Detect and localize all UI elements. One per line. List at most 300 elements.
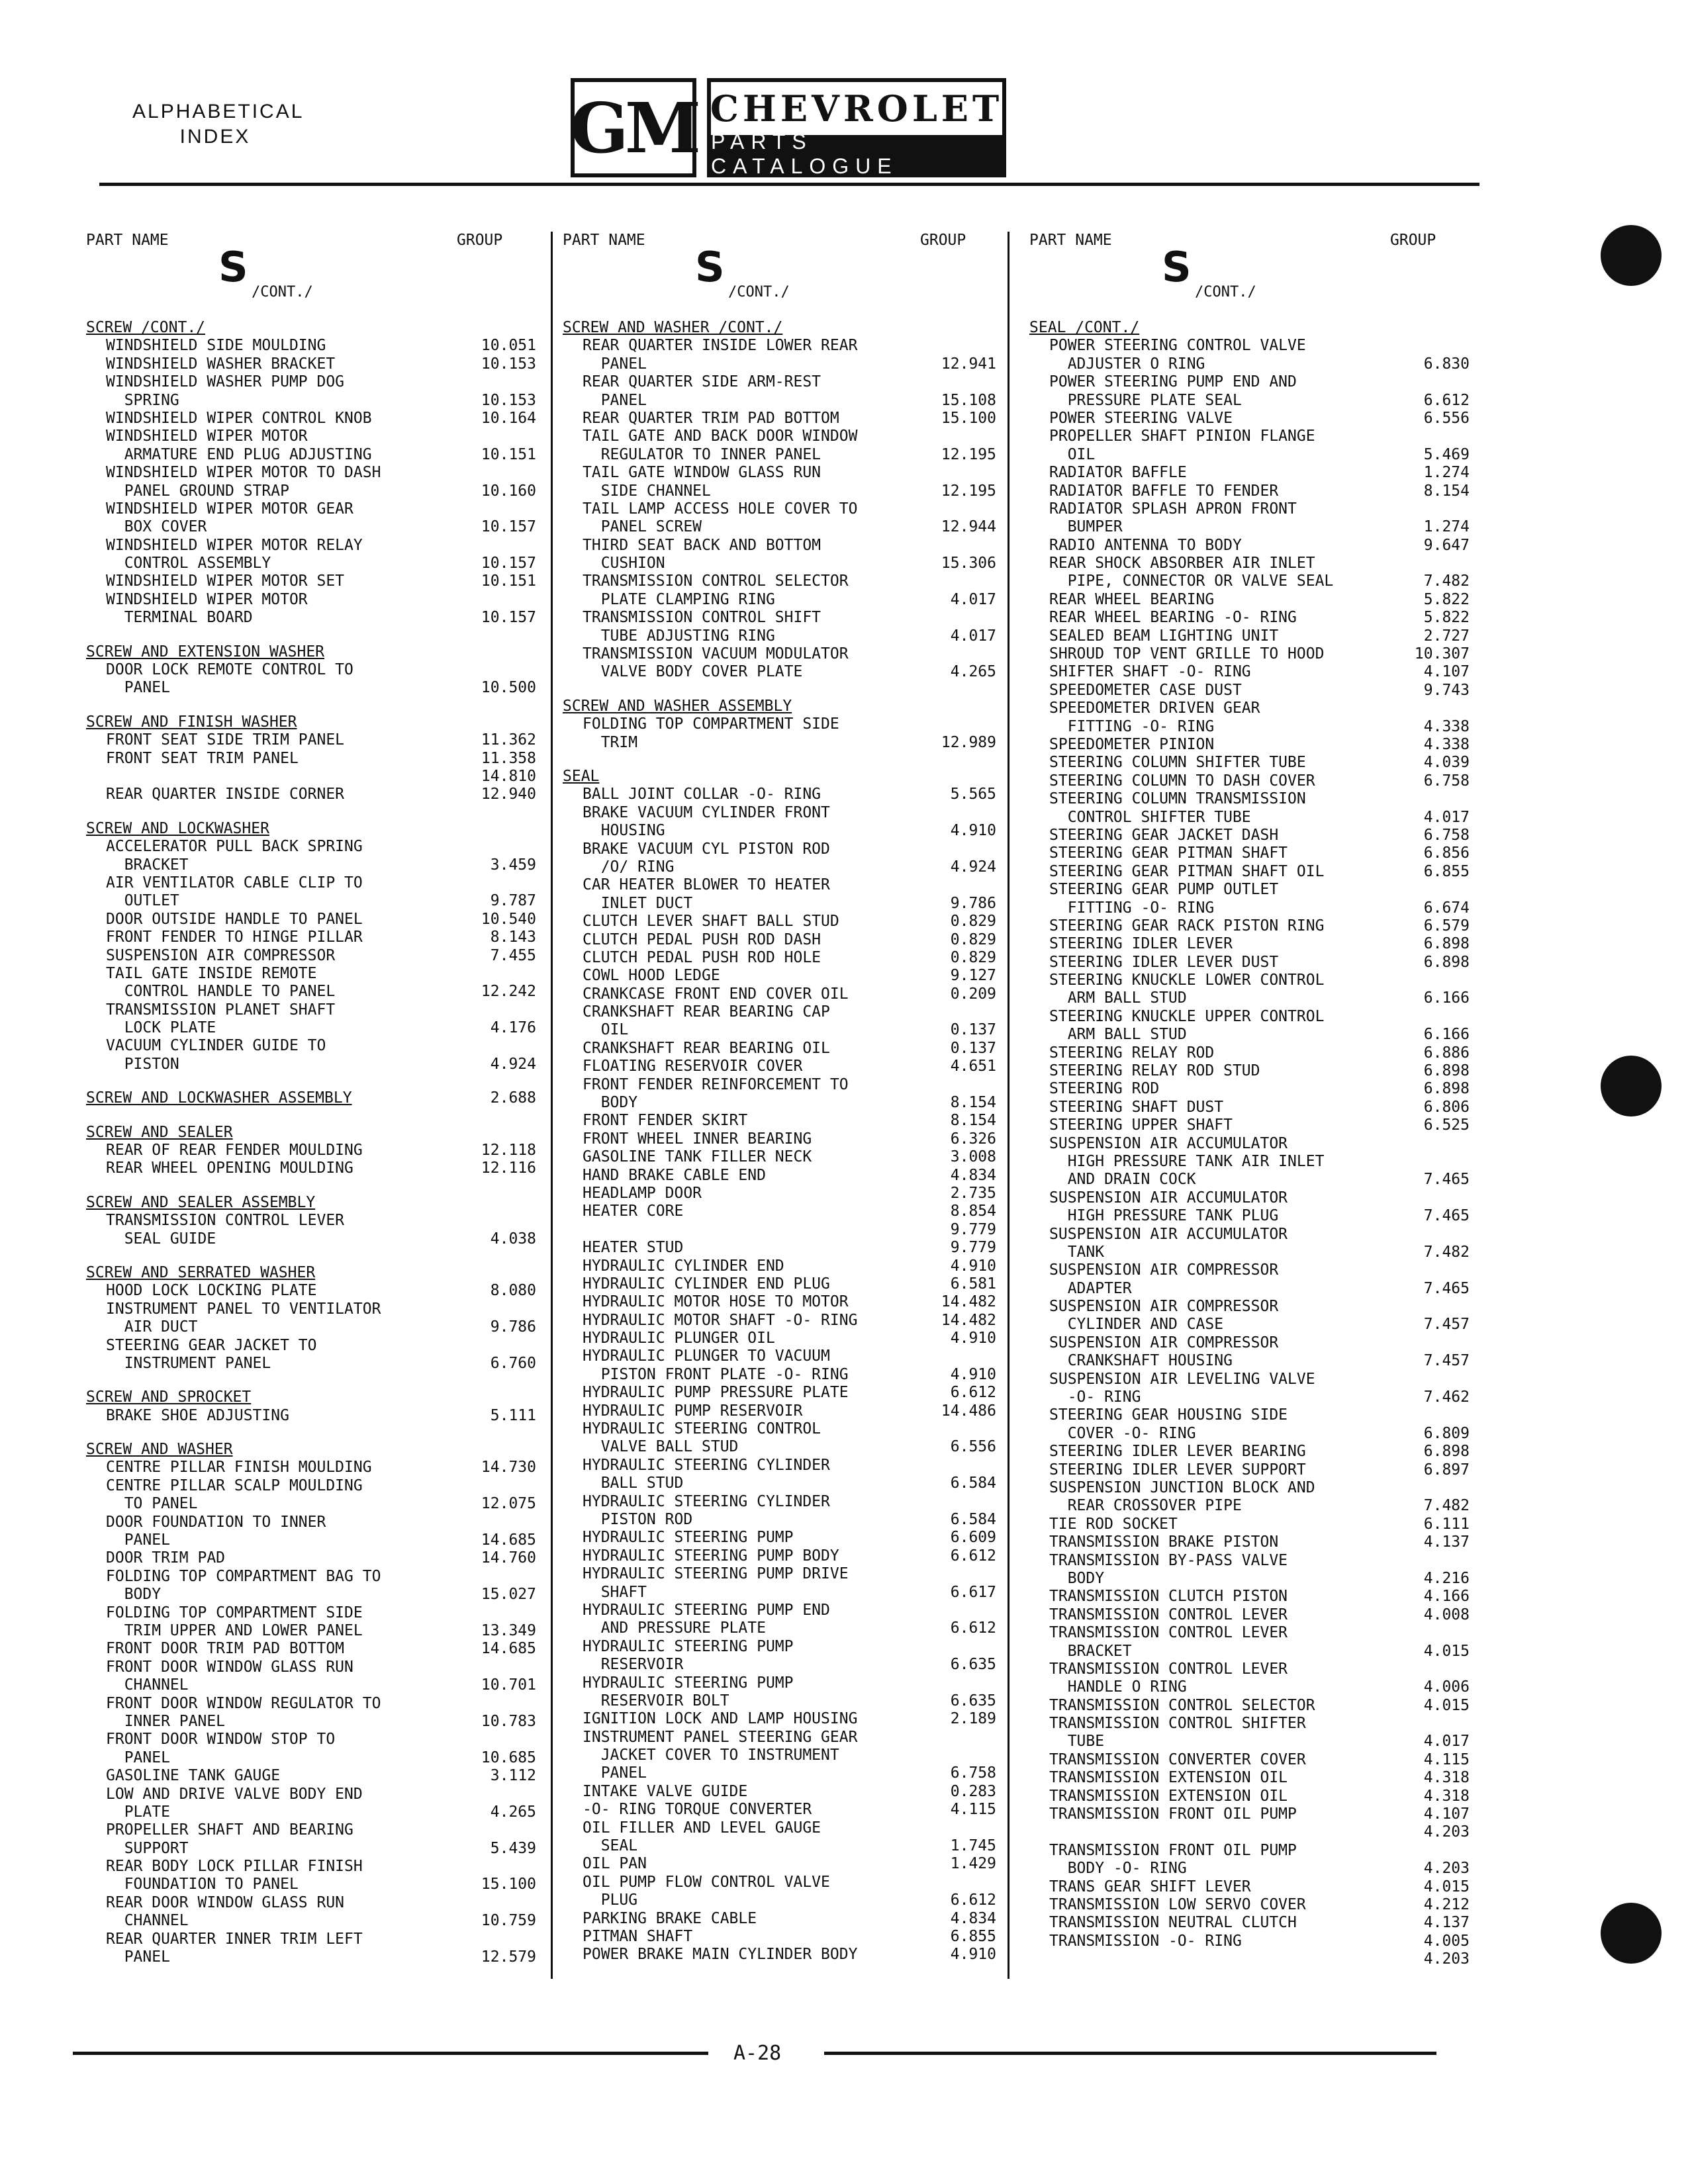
part-name: STEERING COLUMN SHIFTER TUBE bbox=[1049, 754, 1306, 772]
group-number: 6.612 bbox=[950, 1384, 996, 1402]
group-number: 10.500 bbox=[481, 679, 536, 697]
index-entry bbox=[563, 591, 996, 609]
index-heading bbox=[132, 99, 305, 150]
group-number: 12.944 bbox=[941, 518, 996, 536]
part-name: OUTLET bbox=[106, 892, 179, 910]
part-name: FITTING -O- RING bbox=[1049, 717, 1215, 735]
group-number: 11.362 bbox=[481, 731, 536, 749]
index-entry bbox=[563, 1221, 996, 1239]
section-title-text: SCREW AND LOCKWASHER ASSEMBLY bbox=[86, 1089, 352, 1107]
group-number: 6.556 bbox=[1423, 409, 1470, 427]
index-entry bbox=[86, 679, 536, 697]
part-name: PIPE, CONNECTOR OR VALVE SEAL bbox=[1049, 572, 1334, 590]
section-letter bbox=[86, 243, 536, 319]
part-name: HYDRAULIC CYLINDER END bbox=[583, 1257, 784, 1275]
page-number: A-28 bbox=[733, 2042, 782, 2065]
index-entry bbox=[563, 715, 996, 733]
group-number: 10.157 bbox=[481, 555, 536, 572]
index-entry bbox=[563, 1656, 996, 1674]
group-number: 0.283 bbox=[950, 1782, 996, 1800]
part-name: CLUTCH LEVER SHAFT BALL STUD bbox=[583, 913, 839, 931]
group-number: 10.701 bbox=[481, 1676, 536, 1694]
index-entry bbox=[1029, 1207, 1470, 1225]
index-entry bbox=[563, 786, 996, 803]
index-entry bbox=[1029, 1116, 1470, 1134]
part-name: REAR QUARTER SIDE ARM-REST bbox=[583, 373, 821, 391]
index-entry bbox=[563, 822, 996, 840]
group-number: 8.154 bbox=[950, 1112, 996, 1130]
index-entry bbox=[1029, 518, 1470, 536]
index-entry bbox=[86, 786, 536, 803]
catalogue-subtitle: PARTS CATALOGUE bbox=[711, 135, 1002, 173]
group-number: 10.783 bbox=[481, 1712, 536, 1730]
index-entry bbox=[1029, 1189, 1470, 1207]
brand-name: CHEVROLET bbox=[710, 87, 1004, 130]
group-number: 6.856 bbox=[1423, 844, 1470, 862]
part-name bbox=[1029, 1950, 1049, 1968]
index-entry bbox=[563, 1438, 996, 1456]
part-name: WINDSHIELD WASHER PUMP DOG bbox=[106, 373, 345, 391]
column-header bbox=[1029, 232, 1470, 265]
group-number: 5.822 bbox=[1423, 590, 1470, 608]
index-entry bbox=[563, 1275, 996, 1293]
part-name: PANEL bbox=[106, 1749, 170, 1766]
index-entry bbox=[1029, 1461, 1470, 1479]
column-divider-1 bbox=[551, 232, 553, 1979]
index-entry bbox=[563, 1021, 996, 1039]
group-number: 6.584 bbox=[950, 1511, 996, 1528]
part-name: FLOATING RESERVOIR COVER bbox=[583, 1058, 803, 1075]
index-entry bbox=[1029, 1896, 1470, 1914]
group-number: 7.457 bbox=[1423, 1316, 1470, 1334]
part-name: BRAKE VACUUM CYL PISTON ROD bbox=[583, 840, 830, 858]
group-number: 7.462 bbox=[1423, 1388, 1470, 1406]
group-number: 12.118 bbox=[481, 1142, 536, 1160]
group-number: 0.829 bbox=[950, 913, 996, 931]
group-number: 9.786 bbox=[490, 1318, 536, 1336]
part-name: SHAFT bbox=[583, 1583, 647, 1601]
part-name: ADAPTER bbox=[1049, 1279, 1132, 1297]
part-name: SUSPENSION AIR ACCUMULATOR bbox=[1049, 1134, 1288, 1152]
part-name: STEERING SHAFT DUST bbox=[1049, 1098, 1224, 1116]
index-entry bbox=[86, 1695, 536, 1713]
part-name: CLUTCH PEDAL PUSH ROD DASH bbox=[583, 931, 821, 948]
section-title-text: SCREW AND SPROCKET bbox=[86, 1388, 252, 1406]
group-number: 2.688 bbox=[490, 1089, 536, 1107]
index-entry bbox=[563, 410, 996, 428]
index-entry bbox=[1029, 1316, 1470, 1334]
index-entry bbox=[1029, 954, 1470, 972]
index-entry bbox=[563, 1764, 996, 1782]
index-entry bbox=[563, 1710, 996, 1728]
index-entry bbox=[1029, 663, 1470, 681]
part-name: BALL STUD bbox=[583, 1475, 684, 1492]
index-column-1 bbox=[86, 232, 536, 1966]
part-name: WINDSHIELD SIDE MOULDING bbox=[106, 337, 326, 355]
section-letter bbox=[563, 243, 996, 319]
part-name: RADIATOR BAFFLE TO FENDER bbox=[1049, 482, 1279, 500]
part-name: RADIO ANTENNA TO BODY bbox=[1049, 536, 1242, 554]
group-number: 4.910 bbox=[950, 1257, 996, 1275]
group-number: 9.787 bbox=[490, 892, 536, 910]
index-entry bbox=[1029, 1950, 1470, 1968]
part-name: COWL HOOD LEDGE bbox=[583, 967, 720, 985]
part-name: SEAL bbox=[583, 1837, 638, 1855]
part-name: STEERING IDLER LEVER DUST bbox=[1049, 953, 1279, 971]
group-number: 6.758 bbox=[1423, 772, 1470, 790]
index-entry bbox=[1029, 555, 1470, 572]
group-number: 6.898 bbox=[1423, 1080, 1470, 1098]
group-number: 4.107 bbox=[1423, 663, 1470, 681]
index-entry bbox=[86, 572, 536, 590]
part-name: STEERING ROD bbox=[1049, 1080, 1160, 1098]
index-entry bbox=[86, 856, 536, 874]
part-name: CENTRE PILLAR FINISH MOULDING bbox=[106, 1459, 372, 1477]
index-entry bbox=[86, 965, 536, 983]
index-entry bbox=[1029, 718, 1470, 736]
index-entry bbox=[563, 1855, 996, 1873]
part-name: HYDRAULIC MOTOR HOSE TO MOTOR bbox=[583, 1293, 849, 1311]
index-entry bbox=[86, 768, 536, 786]
index-entry bbox=[1029, 754, 1470, 772]
index-entry bbox=[563, 1801, 996, 1819]
group-number: 6.525 bbox=[1423, 1116, 1470, 1134]
section-title bbox=[86, 1264, 536, 1282]
part-name: COVER -O- RING bbox=[1049, 1424, 1196, 1442]
index-entry bbox=[563, 555, 996, 572]
part-name: SPEEDOMETER CASE DUST bbox=[1049, 681, 1242, 699]
index-entry bbox=[563, 1619, 996, 1637]
group-number: 0.829 bbox=[950, 931, 996, 948]
group-number: 12.195 bbox=[941, 445, 996, 463]
index-entry bbox=[86, 1713, 536, 1731]
section-title-text: SCREW AND EXTENSION WASHER bbox=[86, 643, 325, 660]
part-name: SUSPENSION AIR ACCUMULATOR bbox=[1049, 1189, 1288, 1206]
part-name: PANEL bbox=[106, 1531, 170, 1549]
index-entry bbox=[86, 355, 536, 373]
part-name: REAR BODY LOCK PILLAR FINISH bbox=[106, 1858, 363, 1876]
group-number: 6.612 bbox=[1423, 391, 1470, 409]
part-name: PLUG bbox=[583, 1891, 638, 1909]
part-name: INSTRUMENT PANEL TO VENTILATOR bbox=[106, 1300, 381, 1318]
index-entry bbox=[1029, 844, 1470, 862]
part-name: OIL bbox=[1049, 445, 1096, 463]
part-name: PISTON bbox=[106, 1055, 179, 1073]
index-entry bbox=[1029, 1552, 1470, 1570]
group-number: 10.307 bbox=[1414, 645, 1470, 663]
group-number: 12.075 bbox=[481, 1495, 536, 1513]
group-number: 4.651 bbox=[950, 1058, 996, 1075]
index-entry bbox=[563, 428, 996, 445]
part-name: CRANKSHAFT HOUSING bbox=[1049, 1352, 1233, 1370]
group-number: 0.137 bbox=[950, 1021, 996, 1039]
part-name: PISTON ROD bbox=[583, 1511, 693, 1528]
group-number: 8.854 bbox=[950, 1203, 996, 1220]
index-entry bbox=[1029, 1099, 1470, 1116]
part-name: FOUNDATION TO PANEL bbox=[106, 1876, 299, 1893]
part-name: TERMINAL BOARD bbox=[106, 609, 253, 627]
group-number: 4.006 bbox=[1423, 1678, 1470, 1696]
index-entry bbox=[563, 1293, 996, 1311]
part-name: STEERING COLUMN TO DASH COVER bbox=[1049, 772, 1315, 790]
group-number: 4.137 bbox=[1423, 1533, 1470, 1551]
group-number: 12.242 bbox=[481, 983, 536, 1001]
group-number: 7.482 bbox=[1423, 1497, 1470, 1515]
part-name: TRANSMISSION EXTENSION OIL bbox=[1049, 1787, 1288, 1805]
group-number: 5.822 bbox=[1423, 609, 1470, 627]
index-entry bbox=[1029, 627, 1470, 645]
part-name: CONTROL SHIFTER TUBE bbox=[1049, 808, 1251, 826]
footer-rule-left bbox=[73, 2052, 708, 2055]
group-number: 6.635 bbox=[950, 1656, 996, 1674]
group-number: 10.151 bbox=[481, 445, 536, 463]
index-entry bbox=[1029, 1860, 1470, 1878]
column-header bbox=[563, 232, 996, 265]
index-entry bbox=[563, 1928, 996, 1946]
group-label: GROUP bbox=[920, 232, 966, 249]
section-gap bbox=[86, 1248, 536, 1264]
part-name: REAR DOOR WINDOW GLASS RUN bbox=[106, 1893, 345, 1911]
group-number: 4.137 bbox=[1423, 1914, 1470, 1932]
index-entry bbox=[563, 1330, 996, 1347]
part-name: DOOR OUTSIDE HANDLE TO PANEL bbox=[106, 910, 363, 928]
group-number: 3.112 bbox=[490, 1767, 536, 1785]
index-entry bbox=[1029, 972, 1470, 989]
index-entry bbox=[1029, 809, 1470, 827]
index-entry bbox=[563, 913, 996, 931]
part-name: ARM BALL STUD bbox=[1049, 989, 1187, 1007]
part-name: SUSPENSION AIR COMPRESSOR bbox=[1049, 1334, 1279, 1351]
index-entry bbox=[1029, 609, 1470, 627]
part-name: BODY bbox=[1049, 1569, 1105, 1587]
index-entry bbox=[563, 1076, 996, 1094]
index-entry bbox=[86, 892, 536, 910]
index-entry bbox=[563, 1747, 996, 1764]
group-number: 10.685 bbox=[481, 1749, 536, 1766]
brand-box bbox=[707, 78, 1006, 177]
part-name: AIR VENTILATOR CABLE CLIP TO bbox=[106, 874, 363, 891]
part-name: CRANKSHAFT REAR BEARING OIL bbox=[583, 1039, 830, 1057]
part-name: FITTING -O- RING bbox=[1049, 899, 1215, 917]
part-name: TRANSMISSION CONTROL LEVER bbox=[1049, 1606, 1288, 1623]
group-number: 5.469 bbox=[1423, 445, 1470, 463]
group-number: 10.153 bbox=[481, 391, 536, 409]
part-name: TRIM bbox=[583, 733, 638, 751]
index-entry bbox=[563, 1203, 996, 1220]
section-title-text: SEAL /CONT./ bbox=[1029, 319, 1140, 336]
part-name: STEERING GEAR PITMAN SHAFT bbox=[1049, 844, 1288, 862]
group-number: 6.609 bbox=[950, 1529, 996, 1547]
index-entry bbox=[86, 750, 536, 768]
part-name: ARMATURE END PLUG ADJUSTING bbox=[106, 445, 372, 463]
group-number: 8.154 bbox=[1423, 482, 1470, 500]
index-entry bbox=[86, 1948, 536, 1966]
index-entry bbox=[86, 1355, 536, 1373]
part-name: TRANSMISSION CONTROL LEVER bbox=[1049, 1660, 1288, 1678]
part-name: WINDSHIELD WIPER MOTOR bbox=[106, 590, 308, 608]
section-gap bbox=[86, 1073, 536, 1089]
index-entry bbox=[1029, 1244, 1470, 1261]
column-header bbox=[86, 232, 536, 265]
section-title bbox=[86, 1388, 536, 1406]
part-name: REAR WHEEL BEARING bbox=[1049, 590, 1215, 608]
part-name: HEATER CORE bbox=[583, 1203, 684, 1220]
group-number: 14.810 bbox=[481, 767, 536, 785]
index-entry bbox=[1029, 1643, 1470, 1661]
part-name: CONTROL ASSEMBLY bbox=[106, 555, 271, 572]
group-number: 6.635 bbox=[950, 1692, 996, 1709]
part-name: CRANKSHAFT REAR BEARING CAP bbox=[583, 1003, 830, 1021]
group-number: 15.027 bbox=[481, 1586, 536, 1604]
index-entry bbox=[563, 985, 996, 1003]
part-name: PARKING BRAKE CABLE bbox=[583, 1909, 757, 1927]
part-name: SPRING bbox=[106, 391, 179, 409]
group-number: 15.100 bbox=[941, 409, 996, 427]
group-number: 1.274 bbox=[1423, 464, 1470, 482]
index-entry bbox=[1029, 1443, 1470, 1461]
binder-hole-top bbox=[1601, 225, 1662, 286]
part-name: RESERVOIR bbox=[583, 1656, 684, 1674]
part-name bbox=[1029, 1823, 1049, 1841]
index-entry bbox=[563, 1457, 996, 1475]
group-number: 6.898 bbox=[1423, 953, 1470, 971]
index-entry bbox=[563, 663, 996, 681]
index-entry bbox=[563, 1729, 996, 1747]
part-name: BRAKE VACUUM CYLINDER FRONT bbox=[583, 803, 830, 821]
group-number: 4.338 bbox=[1423, 717, 1470, 735]
group-number: 6.806 bbox=[1423, 1098, 1470, 1116]
part-name: TRANSMISSION EXTENSION OIL bbox=[1049, 1769, 1288, 1787]
part-name: HYDRAULIC PUMP RESERVOIR bbox=[583, 1402, 803, 1420]
index-entry bbox=[86, 1931, 536, 1948]
group-number: 6.758 bbox=[1423, 826, 1470, 844]
group-number: 4.318 bbox=[1423, 1769, 1470, 1787]
column-divider-2 bbox=[1008, 232, 1009, 1979]
part-name: GASOLINE TANK GAUGE bbox=[106, 1767, 281, 1785]
part-name: REAR WHEEL BEARING -O- RING bbox=[1049, 609, 1297, 627]
part-name: HYDRAULIC MOTOR SHAFT -O- RING bbox=[583, 1311, 858, 1329]
index-entry bbox=[1029, 1135, 1470, 1153]
section-gap bbox=[86, 1425, 536, 1441]
index-entry bbox=[86, 1142, 536, 1160]
index-entry bbox=[1029, 1678, 1470, 1696]
group-number: 0.137 bbox=[950, 1039, 996, 1057]
group-number: 4.910 bbox=[950, 1946, 996, 1964]
index-entry bbox=[1029, 1516, 1470, 1533]
index-entry bbox=[86, 1749, 536, 1767]
section-title-text: SCREW AND LOCKWASHER bbox=[86, 819, 269, 837]
part-name: JACKET COVER TO INSTRUMENT bbox=[583, 1747, 839, 1764]
part-name: HAND BRAKE CABLE END bbox=[583, 1166, 766, 1184]
group-number: 10.157 bbox=[481, 518, 536, 536]
index-entry bbox=[1029, 1805, 1470, 1823]
index-entry bbox=[563, 931, 996, 949]
group-number: 9.786 bbox=[950, 894, 996, 912]
section-title bbox=[86, 1194, 536, 1212]
index-entry bbox=[86, 874, 536, 892]
part-name: FRONT FENDER SKIRT bbox=[583, 1112, 748, 1130]
header-rule bbox=[99, 183, 1479, 186]
index-entry bbox=[563, 1819, 996, 1837]
group-number: 4.017 bbox=[950, 627, 996, 645]
index-entry bbox=[1029, 591, 1470, 609]
index-entry bbox=[1029, 1062, 1470, 1080]
part-name: STEERING GEAR JACKET DASH bbox=[1049, 826, 1279, 844]
group-number: 6.556 bbox=[950, 1438, 996, 1456]
index-entry bbox=[86, 1786, 536, 1803]
index-entry bbox=[563, 804, 996, 822]
index-entry bbox=[1029, 863, 1470, 881]
part-name: HOOD LOCK LOCKING PLATE bbox=[106, 1282, 317, 1300]
index-heading-line2: INDEX bbox=[179, 126, 251, 148]
part-name: TAIL GATE AND BACK DOOR WINDOW bbox=[583, 428, 858, 445]
index-entry bbox=[1029, 1933, 1470, 1950]
index-entry bbox=[563, 967, 996, 985]
part-name: HYDRAULIC CYLINDER END PLUG bbox=[583, 1275, 830, 1293]
group-number: 10.164 bbox=[481, 409, 536, 427]
part-name: STEERING KNUCKLE LOWER CONTROL bbox=[1049, 972, 1325, 989]
index-entry bbox=[1029, 1878, 1470, 1896]
part-name-label: PART NAME bbox=[86, 232, 169, 249]
section-title-text: SCREW AND WASHER bbox=[86, 1441, 233, 1459]
part-name: VALVE BODY COVER PLATE bbox=[583, 663, 803, 681]
index-entry bbox=[86, 838, 536, 856]
index-entry bbox=[86, 1019, 536, 1037]
part-name: SEALED BEAM LIGHTING UNIT bbox=[1049, 627, 1279, 645]
group-number: 4.039 bbox=[1423, 754, 1470, 772]
part-name: TAIL GATE INSIDE REMOTE bbox=[106, 964, 317, 982]
part-name: STEERING COLUMN TRANSMISSION bbox=[1049, 790, 1306, 808]
continued-label: /CONT./ bbox=[1195, 284, 1256, 300]
index-entry bbox=[86, 410, 536, 428]
group-number: 4.834 bbox=[950, 1166, 996, 1184]
index-column-3 bbox=[1029, 232, 1470, 1969]
group-number: 6.617 bbox=[950, 1583, 996, 1601]
group-label: GROUP bbox=[457, 232, 503, 249]
part-name: TANK bbox=[1049, 1243, 1105, 1261]
index-entry bbox=[1029, 790, 1470, 808]
part-name: TRANSMISSION CONTROL LEVER bbox=[1049, 1624, 1288, 1642]
index-entry bbox=[86, 929, 536, 946]
part-name: AND PRESSURE PLATE bbox=[583, 1619, 766, 1637]
index-entry bbox=[563, 464, 996, 482]
part-name: TRANSMISSION VACUUM MODULATOR bbox=[583, 645, 849, 663]
index-entry bbox=[86, 1731, 536, 1749]
part-name bbox=[563, 1221, 583, 1238]
group-number: 9.647 bbox=[1423, 536, 1470, 554]
group-number: 15.306 bbox=[941, 555, 996, 572]
part-name: INNER PANEL bbox=[106, 1712, 226, 1730]
part-name: STEERING GEAR PUMP OUTLET bbox=[1049, 881, 1279, 899]
section-gap bbox=[86, 1108, 536, 1124]
part-name: HYDRAULIC STEERING CYLINDER bbox=[583, 1456, 830, 1474]
section-title bbox=[1029, 319, 1470, 337]
index-entry bbox=[86, 392, 536, 410]
index-entry bbox=[563, 1420, 996, 1438]
index-entry bbox=[563, 1040, 996, 1058]
group-number: 12.195 bbox=[941, 482, 996, 500]
group-number: 3.008 bbox=[950, 1148, 996, 1166]
index-entry bbox=[1029, 1261, 1470, 1279]
group-number: 5.565 bbox=[950, 786, 996, 803]
part-name: REAR CROSSOVER PIPE bbox=[1049, 1497, 1242, 1515]
index-entry bbox=[1029, 1751, 1470, 1769]
part-name: STEERING GEAR HOUSING SIDE bbox=[1049, 1406, 1288, 1424]
group-number: 6.612 bbox=[950, 1547, 996, 1565]
part-name bbox=[86, 768, 106, 785]
section-title bbox=[86, 643, 536, 661]
group-number: 4.176 bbox=[490, 1019, 536, 1037]
